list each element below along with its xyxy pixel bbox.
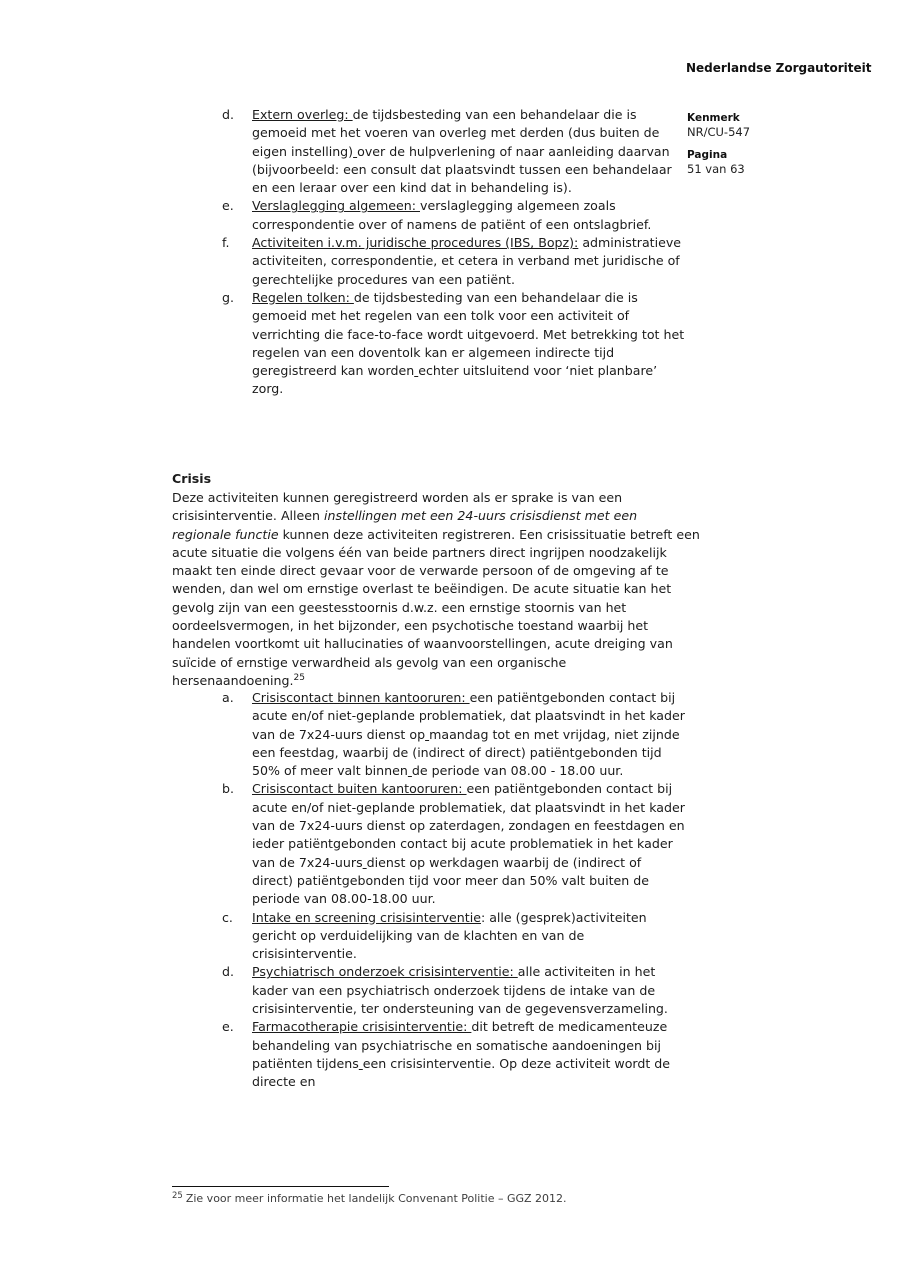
list-item-letter: e. (222, 198, 234, 214)
text-segment: kunnen deze activiteiten registreren. Een crisissituatie betreft een acute situatie die volgens één van beide partners direct ingrijpen noodzakelijk maakt ten einde direct gevaar voor de verwarde persoon of de omgeving af te wenden, dan wel om ernstige overlast te beëindigen. De acute situatie kan het gevolg zijn van een geestesstoornis d.w.z. een ernstige stoornis van het oordeelsvermogen, in het bijzonder, een psychotische toestand waarbij het handelen voortkomt uit hallucinaties of waanvoorstellingen, acute dreiging van suïcide of ernstige verwardheid als gevolg van een organische hersenaandoening. (172, 526, 700, 688)
list-item-text (252, 780, 686, 908)
list-item-letter: e. (222, 1019, 234, 1035)
text-segment: dienst op werkdagen waarbij de (indirect of direct) patiëntgebonden tijd voor meer dan 50% valt buiten de periode van 08.00-18.00 uur. (252, 854, 649, 907)
kenmerk-label: Kenmerk (687, 112, 740, 124)
text-segment: Regelen tolken: (252, 289, 354, 305)
list-item-text (252, 909, 686, 964)
list-item (172, 1018, 700, 1091)
text-segment: alle activiteiten in het kader van een psychiatrisch onderzoek tijdens de intake van de crisisinterventie, ter ondersteuning van de gegevensverzameling. (252, 964, 668, 1017)
text-segment: instellingen met een 24-uurs crisisdienst met een regionale functie (172, 508, 638, 542)
list-item-text (252, 963, 686, 1018)
text-segment: Activiteiten i.v.m. juridische procedures (IBS, Bopz): (252, 235, 579, 251)
text-segment: een crisisinterventie. Op deze activiteit wordt de directe en (252, 1055, 671, 1090)
lettered-list-indirect-time (172, 106, 700, 399)
list-item-text (252, 689, 686, 780)
footnote-text: Zie voor meer informatie het landelijk Convenant Politie – GGZ 2012. (185, 1192, 567, 1205)
list-item-text (252, 1018, 686, 1091)
text-segment: de tijdsbesteding van een behandelaar die is gemoeid met het regelen van een tolk voor een activiteit of verrichting die face-to-face wordt uitgevoerd. Met betrekking tot het regelen van een doventolk kan er algemeen indirecte tijd geregistreerd kan worden (252, 289, 685, 379)
text-segment: Crisiscontact binnen kantooruren: (252, 690, 470, 705)
crisis-paragraph (172, 489, 700, 692)
list-item (172, 106, 700, 197)
text-segment: Verslaglegging algemeen: (252, 198, 420, 214)
list-item-letter: f. (222, 235, 230, 251)
text-segment: 25 (293, 673, 305, 684)
text-segment: : alle (gesprek)activiteiten gericht op verduidelijking van de klachten en van de crisisinterventie. (252, 909, 647, 962)
list-item-letter: a. (222, 690, 234, 705)
footnote (172, 1191, 652, 1208)
list-item (172, 234, 700, 289)
list-item (172, 963, 700, 1018)
text-segment: een patiëntgebonden contact bij acute en/of niet-geplande problematiek, dat plaatsvindt in het kader van de 7x24-uurs dienst op zaterdagen, zondagen en feestdagen en ieder patiëntgebonden contact bij acute problematiek in het kader van de 7x24-uurs (252, 781, 685, 870)
list-item-text (252, 289, 686, 399)
list-item-letter: d. (222, 964, 234, 980)
list-item-text (252, 197, 686, 234)
text-segment: Psychiatrisch onderzoek crisisinterventie: (252, 964, 518, 980)
kenmerk-value: NR/CU-547 (687, 125, 751, 139)
text-segment: administratieve activiteiten, correspondentie, et cetera in verband met juridische of gerechtelijke procedures van een patiënt. (252, 235, 682, 287)
text-segment: de periode van 08.00 - 18.00 uur. (411, 763, 624, 779)
section-heading-crisis: Crisis (172, 471, 212, 486)
footnote-separator (172, 1186, 389, 1187)
list-item-letter: g. (222, 289, 234, 305)
list-item-text (252, 106, 686, 197)
text-segment: Crisiscontact buiten kantooruren: (252, 781, 467, 797)
text-segment: Intake en screening crisisinterventie (252, 909, 481, 925)
text-segment: Farmacotherapie crisisinterventie: (252, 1019, 472, 1035)
text-segment: Deze activiteiten kunnen geregistreerd worden als er sprake is van een crisisinterventie. Alleen (172, 490, 623, 524)
list-item (172, 197, 700, 234)
list-item (172, 909, 700, 964)
text-segment: verslaglegging algemeen zoals correspondentie over of namens de patiënt of een ontslagbrief. (252, 198, 652, 232)
page-number: 51 van 63 (687, 162, 745, 176)
text-segment: maandag tot en met vrijdag, niet zijnde een feestdag, waarbij de (indirect of direct) patiëntgebonden tijd 50% of meer valt binnen (252, 726, 680, 779)
text-segment: dit betreft de medicamenteuze behandeling van psychiatrische en somatische aandoeningen bij patiënten tijdens (252, 1019, 668, 1071)
page-label: Pagina (687, 149, 728, 161)
list-item-letter: b. (222, 781, 234, 797)
text-segment: de tijdsbesteding van een behandelaar die is gemoeid met het voeren van overleg met derden (dus buiten de eigen instelling) (252, 107, 660, 159)
list-item (172, 780, 700, 908)
list-item-text (252, 234, 686, 289)
text-segment: Extern overleg: (252, 107, 353, 122)
document-meta (687, 112, 867, 186)
text-segment: echter uitsluitend voor ‘niet planbare’ zorg. (252, 363, 658, 397)
text-segment: over de hulpverlening of naar aanleiding daarvan (bijvoorbeeld: een consult dat plaatsvindt tussen een behandelaar en een leraar over een kind dat in behandeling is). (252, 143, 672, 196)
list-item-letter: c. (222, 909, 233, 925)
list-item (172, 689, 700, 780)
organization-name: Nederlandse Zorgautoriteit (686, 61, 872, 75)
list-item-letter: d. (222, 107, 234, 122)
footnote-marker: 25 (172, 1191, 183, 1201)
text-segment: een patiëntgebonden contact bij acute en/of niet-geplande problematiek, dat plaatsvindt in het kader van de 7x24-uurs dienst op (252, 690, 685, 742)
lettered-list-crisis-activities (172, 689, 700, 1092)
list-item (172, 289, 700, 399)
